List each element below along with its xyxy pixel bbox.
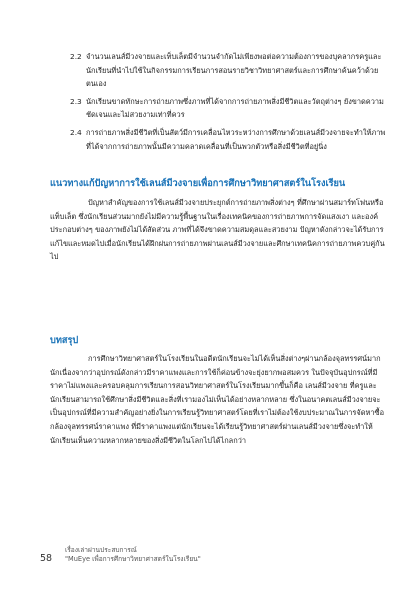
section-paragraph-conclusion: การศึกษาวิทยาศาสตร์ในโรงเรียนในอดีตนักเรียนจะไม่ได้เห็นสิ่งต่างๆผ่านกล้องจุลทรรศน์มากนักเนื่องจากว่าอุปกรณ์ดังกล่าวมีราคาแพงและการใช้ก็ค่อนข้างจะยุ่งยากพอสมควร ในปัจจุบันอุปกรณ์ที่มีราคาไม่แพงและครอบคลุมการเรียนการสอนวิทยาศาสตร์ในโรงเรียนมากขึ้นก็คือ เลนส์มีวงจาย ที่ครูและนักเรียนสามารถใช้ศึกษาสิ่งมีชีวิตและสิ่งที่เรามองไม่เห็นได้อย่างหลากหลาย ซึ่งในอนาคตเลนส์มีวงจายจะเป็นอุปกรณ์ที่มีความสำคัญอย่างยิ่งในการเรียนรู้วิทยาศาสตร์โดยที่เราไม่ต้องใช้งบประมาณในการจัดหาซื้อกล้องจุลทรรศน์ราคาแพง ที่มีราคาแพงแต่นักเรียนจะได้เรียนรู้วิทยาศาสตร์ผ่านเลนส์มีวงจายซึ่งจะทำให้นักเรียนเห็นความหลากหลายของสิ่งมีชีวิตในโลกไปได้ไกลกว่า [50,354,385,445]
list-item-number: 2.3 [70,96,82,106]
section-paragraph-solutions: ปัญหาสำคัญของการใช้เลนส์มีวงจายประยุกต์การถ่ายภาพสิ่งต่างๆ ที่ศึกษาผ่านสมาร์ทโฟนหรือแท็บเล็ต ซึ่งนักเรียนส่วนมากยังไม่มีความรู้พื้นฐานในเรื่องเทคนิคของการถ่ายภาพการจัดแสงเงา และองค์ประกอบต่างๆ ของภาพยังไม่ได้สัดส่วน ภาพที่ได้จึงขาดความสมดุลและสวยงาม ปัญหาดังกล่าวจะได้รับการแก้ไขและหมดไปเมื่อนักเรียนได้ฝึกฝนการถ่ายภาพผ่านเลนส์มีวงจายและศึกษาเทคนิคการถ่ายภาพควบคู่กันไป [50,198,385,262]
list-item [70,126,390,153]
footer-caption [65,546,201,564]
numbered-list [70,50,390,157]
list-item-text: จำนวนเลนส์มีวงจายและเท็บเล็ตมีจำนวนจำกัดไม่เพียงพอต่อความต้องการของบุคลากรครูและนักเรียนที่นำไปใช้ในกิจกรรมการเรียนการสอนรายวิชาวิทยาศาสตร์และการศึกษาค้นคว้าด้วยตนเอง [86,52,382,89]
list-item [70,95,390,122]
section-heading-solutions: แนวทางแก้ปัญหาการใช้เลนส์มีวงจายเพื่อการศึกษาวิทยาศาสตร์ในโรงเรียน [50,178,346,189]
footer-caption-line2: "MuEye เพื่อการศึกษาวิทยาศาสตร์ในโรงเรียน" [65,555,201,563]
list-item [70,50,390,91]
list-item-text: นักเรียนขาดทักษะการถ่ายภาพซึ่งภาพที่ได้จากการถ่ายภาพสิ่งมีชีวิตและวัตถุต่างๆ ยังขาดความชัดเจนและไม่สวยงามเท่าที่ควร [86,96,384,120]
list-item-text: การถ่ายภาพสิ่งมีชีวิตที่เป็นสัตว์มีการเคลื่อนไหวระหว่างการศึกษาด้วยเลนส์มีวงจายจะทำให้ภาพที่ได้จากการถ่ายภาพนั้นมีความคลาดเคลื่อนที่เป็นพวกตัวหรือสิ่งมีชีวิตที่อยู่นิ่ง [86,127,386,151]
list-item-number: 2.4 [70,127,82,137]
footer-caption-line1: เรื่องเล่าผ่านประสบการณ์ [65,546,137,554]
page-number: 58 [40,553,53,564]
section-heading-conclusion: บทสรุป [50,335,79,346]
list-item-number: 2.2 [70,52,82,61]
